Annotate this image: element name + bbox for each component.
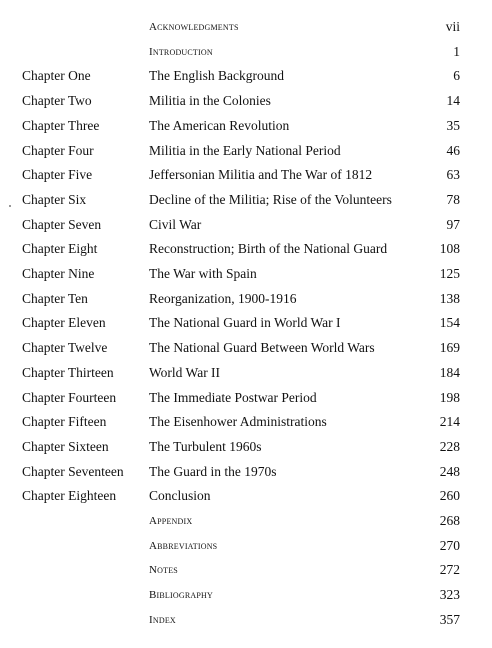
toc-entry bbox=[0, 290, 492, 312]
page-number: 125 bbox=[439, 266, 460, 281]
page-number: 35 bbox=[446, 117, 460, 133]
entry-title: Introduction bbox=[149, 45, 213, 58]
page-number: 138 bbox=[439, 290, 460, 306]
page-number: 46 bbox=[446, 142, 460, 158]
toc-entry bbox=[0, 487, 492, 509]
chapter-label: Chapter Two bbox=[22, 93, 92, 109]
toc-entry bbox=[0, 43, 492, 65]
entry-title: Militia in the Early National Period bbox=[149, 142, 341, 158]
chapter-label: Chapter Six bbox=[22, 191, 87, 207]
page-number: 357 bbox=[439, 611, 460, 627]
chapter-label: Chapter Seventeen bbox=[22, 463, 124, 479]
entry-title: The National Guard in World War I bbox=[149, 315, 341, 331]
page-number: 154 bbox=[439, 315, 460, 331]
toc-entry bbox=[0, 586, 492, 608]
toc-entry bbox=[0, 611, 492, 633]
toc-entry bbox=[0, 463, 492, 485]
scan-speck bbox=[9, 205, 11, 207]
entry-title: The English Background bbox=[149, 68, 284, 84]
page-number: 268 bbox=[439, 513, 460, 528]
toc-entry bbox=[0, 240, 492, 262]
chapter-label: Chapter Eleven bbox=[22, 315, 106, 331]
page-number: 6 bbox=[453, 68, 460, 84]
entry-title: Civil War bbox=[149, 216, 202, 232]
entry-title: Jeffersonian Militia and The War of 1812 bbox=[149, 167, 373, 183]
page-number: 169 bbox=[439, 340, 460, 356]
page-number: 78 bbox=[446, 191, 460, 207]
toc-entry bbox=[0, 389, 492, 411]
chapter-label: Chapter Seven bbox=[22, 216, 102, 232]
page-number: 272 bbox=[439, 562, 460, 578]
toc-entry bbox=[0, 191, 492, 213]
entry-title: Notes bbox=[149, 564, 178, 577]
toc-entry bbox=[0, 413, 492, 435]
entry-title: Reconstruction; Birth of the National Guard bbox=[149, 241, 388, 257]
entry-title: Index bbox=[149, 613, 176, 626]
chapter-label: Chapter Thirteen bbox=[22, 364, 114, 380]
page-number: 108 bbox=[439, 241, 460, 257]
toc-entry bbox=[0, 339, 492, 361]
entry-title: Reorganization, 1900-1916 bbox=[149, 290, 297, 306]
chapter-label: Chapter One bbox=[22, 68, 91, 84]
chapter-label: Chapter Sixteen bbox=[22, 438, 109, 454]
chapter-label: Chapter Ten bbox=[22, 290, 88, 306]
toc-entry bbox=[0, 142, 492, 164]
toc-entry bbox=[0, 216, 492, 238]
page-number: 323 bbox=[439, 587, 460, 603]
entry-title: Decline of the Militia; Rise of the Volunteers bbox=[149, 191, 392, 207]
page-number: 97 bbox=[446, 216, 460, 232]
chapter-label: Chapter Eight bbox=[22, 241, 98, 257]
toc-entry bbox=[0, 117, 492, 139]
entry-title: Conclusion bbox=[149, 488, 211, 504]
chapter-label: Chapter Fourteen bbox=[22, 389, 117, 405]
page-number: 248 bbox=[439, 463, 460, 479]
page-number: 63 bbox=[446, 167, 460, 183]
toc-entry bbox=[0, 438, 492, 460]
chapter-label: Chapter Four bbox=[22, 142, 94, 158]
toc-entry bbox=[0, 166, 492, 188]
toc-entry bbox=[0, 265, 492, 287]
entry-title: The Turbulent 1960s bbox=[149, 438, 262, 454]
page-number: vii bbox=[445, 19, 460, 34]
toc-entry bbox=[0, 92, 492, 114]
page-number: 198 bbox=[439, 389, 460, 405]
entry-title: World War II bbox=[149, 364, 221, 380]
page-number: 14 bbox=[446, 93, 460, 109]
toc-entry bbox=[0, 18, 492, 40]
entry-title: Abbreviations bbox=[149, 539, 218, 552]
entry-title: The Guard in the 1970s bbox=[149, 463, 277, 479]
entry-title: The Immediate Postwar Period bbox=[149, 389, 317, 405]
page-number: 1 bbox=[453, 43, 460, 59]
toc-entry bbox=[0, 561, 492, 583]
toc-entry bbox=[0, 364, 492, 386]
entry-title: Acknowledgments bbox=[149, 21, 239, 33]
chapter-label: Chapter Twelve bbox=[22, 340, 108, 356]
toc-entry bbox=[0, 512, 492, 534]
page-number: 228 bbox=[439, 438, 460, 454]
entry-title: The American Revolution bbox=[149, 117, 290, 133]
entry-title: Appendix bbox=[149, 515, 193, 527]
toc-entry bbox=[0, 314, 492, 336]
page-number: 260 bbox=[439, 488, 460, 504]
chapter-label: Chapter Eighteen bbox=[22, 488, 117, 504]
entry-title: The War with Spain bbox=[149, 266, 257, 281]
entry-title: The Eisenhower Administrations bbox=[149, 414, 327, 430]
page-number: 184 bbox=[439, 364, 460, 380]
chapter-label: Chapter Nine bbox=[22, 266, 95, 281]
entry-title: The National Guard Between World Wars bbox=[149, 340, 375, 356]
entry-title: Bibliography bbox=[149, 589, 213, 602]
chapter-label: Chapter Fifteen bbox=[22, 414, 107, 430]
toc-entry bbox=[0, 67, 492, 89]
chapter-label: Chapter Five bbox=[22, 167, 93, 183]
entry-title: Militia in the Colonies bbox=[149, 93, 271, 109]
page-number: 270 bbox=[439, 537, 460, 553]
page-number: 214 bbox=[439, 414, 460, 430]
toc-entry bbox=[0, 537, 492, 559]
chapter-label: Chapter Three bbox=[22, 117, 100, 133]
